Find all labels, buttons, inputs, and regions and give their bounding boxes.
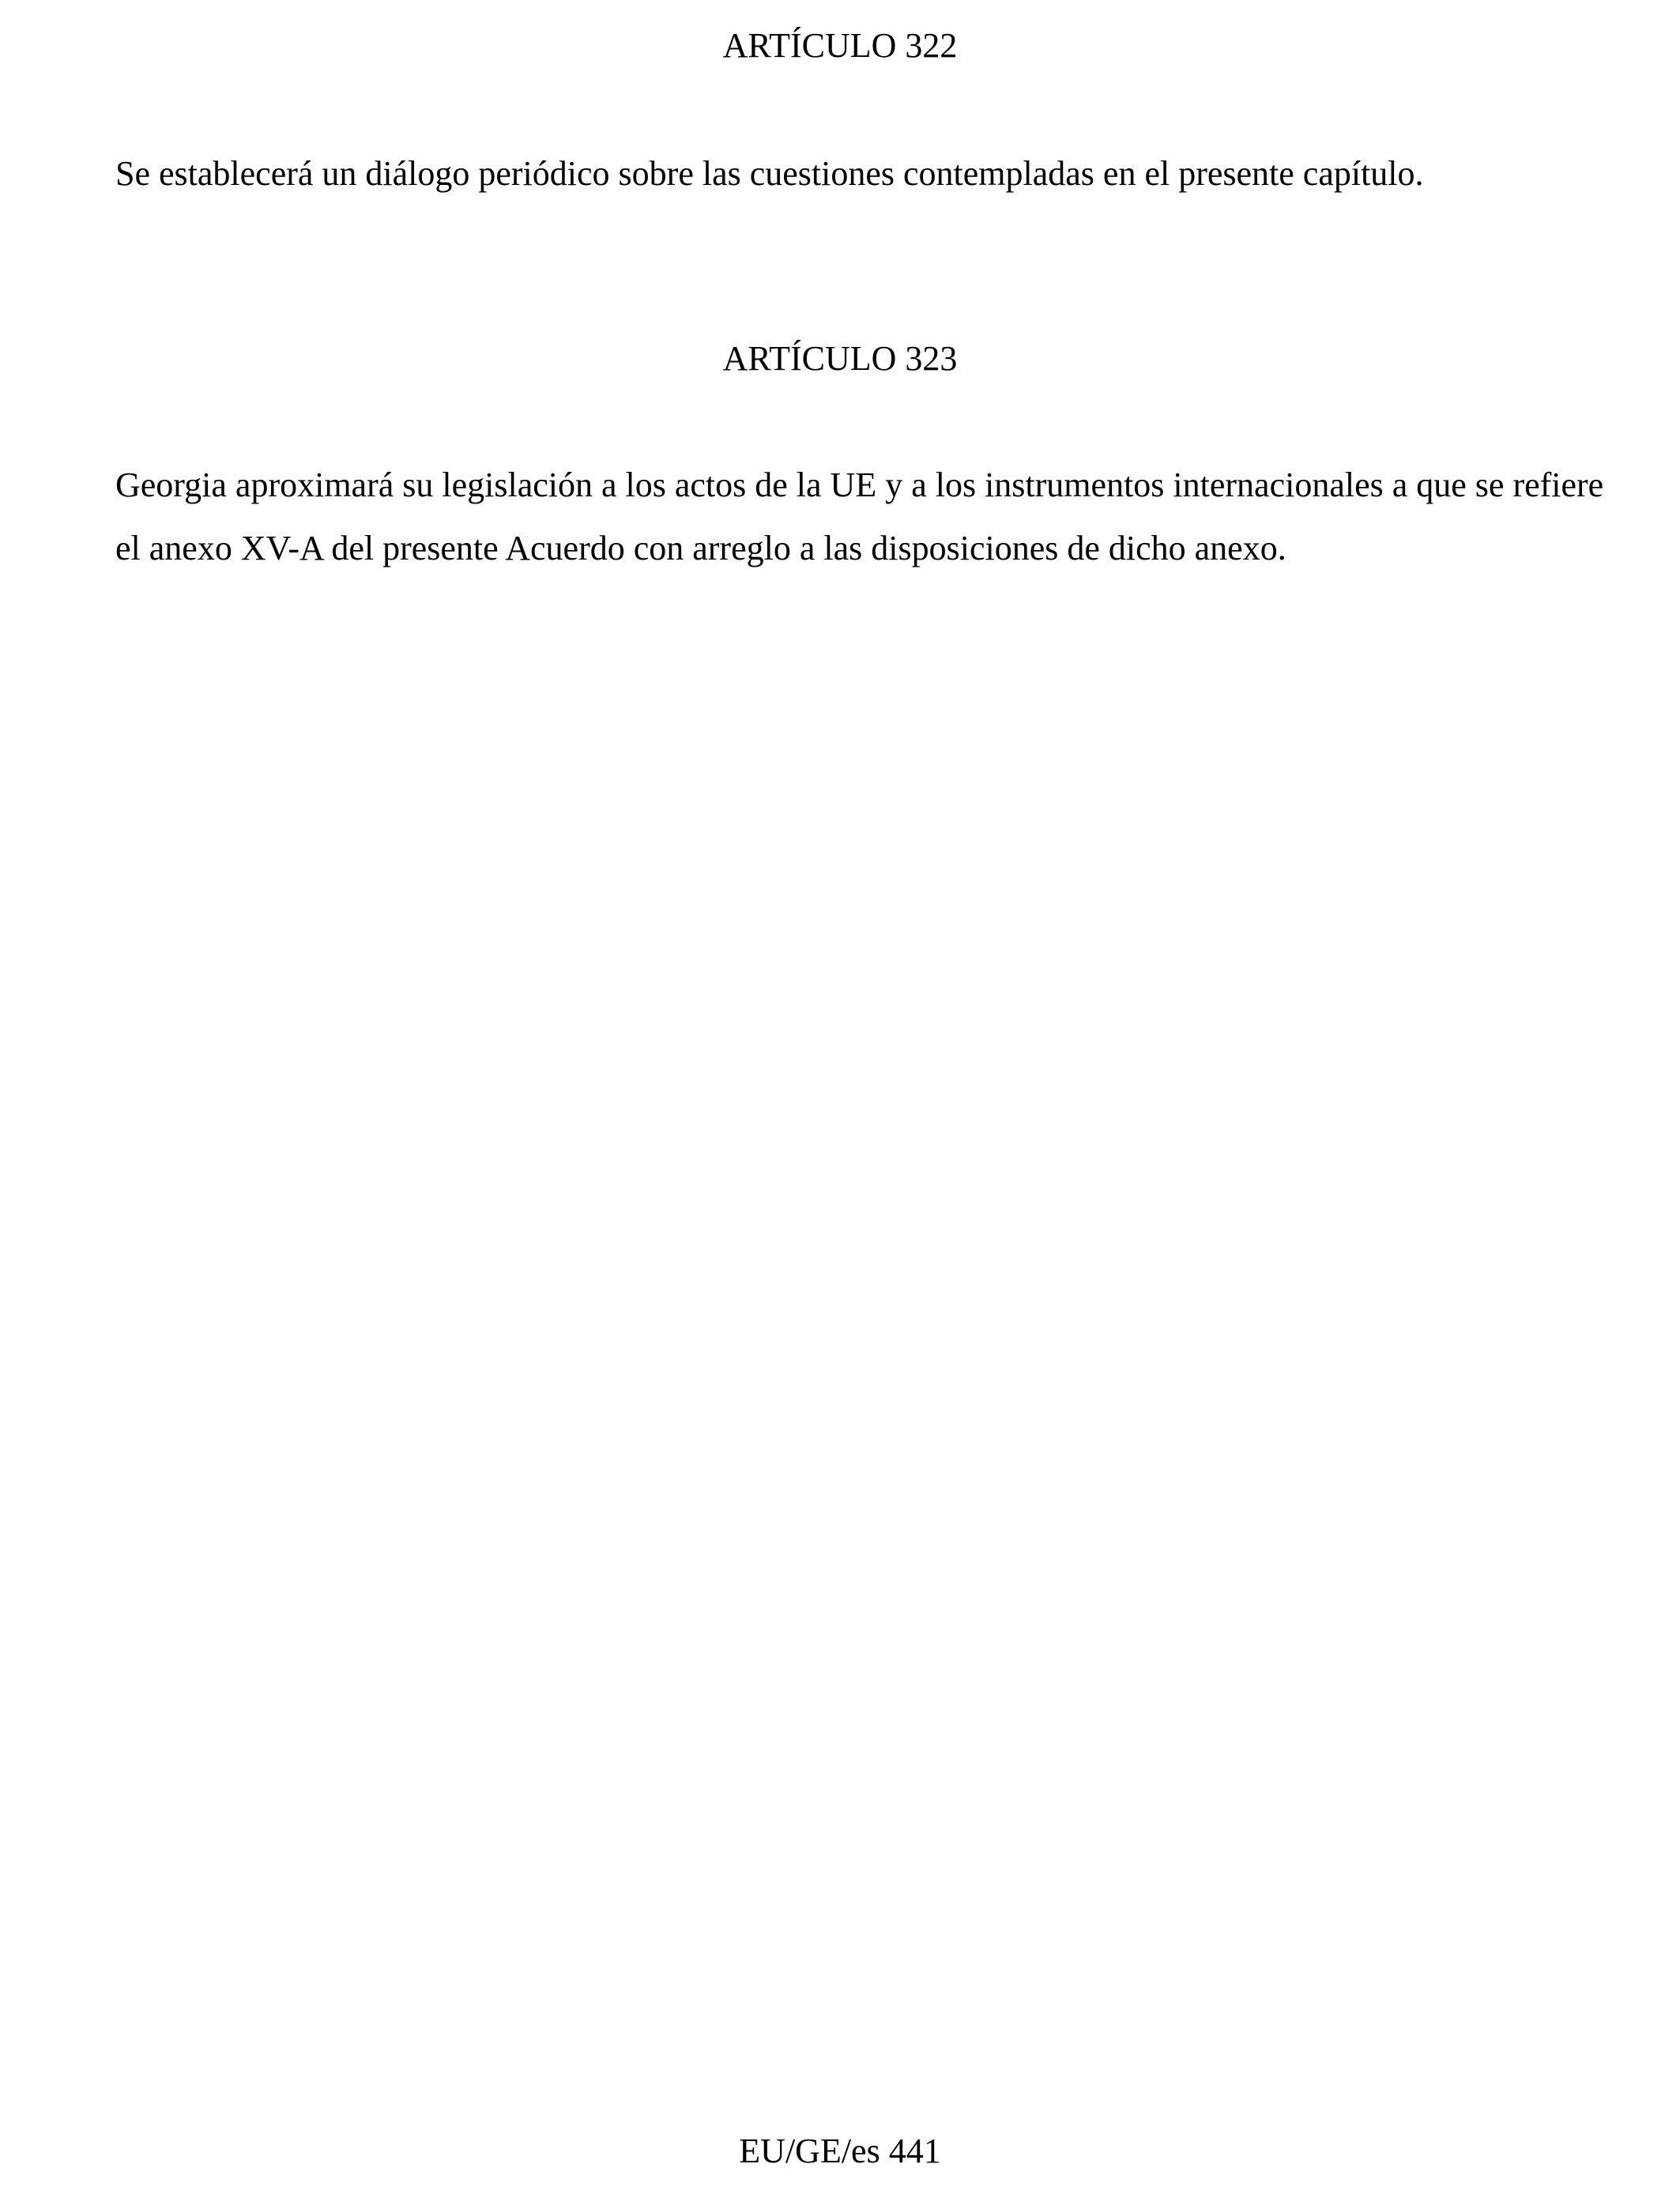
page-footer-reference: EU/GE/es 441 [739, 2132, 941, 2170]
article-323-heading: ARTÍCULO 323 [722, 339, 958, 378]
article-323-paragraph: Georgia aproximará su legislación a los actos de la UE y a los instrumentos internacionales a que se refiere el anexo XV-A del presente Acuerdo con arreglo a las disposiciones de dicho anexo. [115, 466, 1604, 567]
article-322-paragraph: Se establecerá un diálogo periódico sobre las cuestiones contempladas en el presente capítulo. [115, 154, 1424, 193]
article-322-heading: ARTÍCULO 322 [722, 26, 958, 65]
